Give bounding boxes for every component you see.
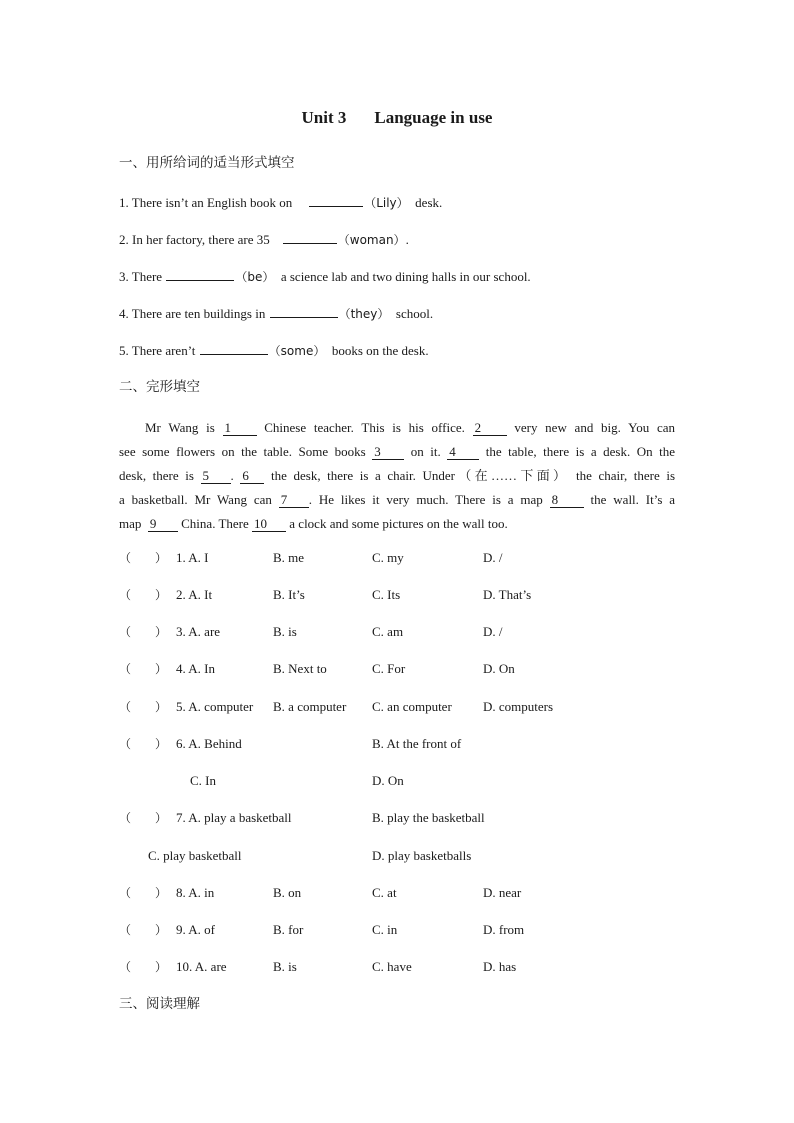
- question-row-6-cont: [0, 773, 794, 789]
- answer-paren[interactable]: （ ）: [119, 662, 168, 676]
- fill-item-1: 1. There isn’t an English book on （Lily） desk.: [119, 195, 443, 210]
- fill-item-3: 3. There （be） a science lab and two dining halls in our school.: [119, 269, 531, 284]
- section3-heading: 三、阅读理解: [119, 996, 200, 1012]
- question-row-5: （ ） 5. A. computer B. a computer C. an computer D. computers: [119, 699, 554, 714]
- question-row-3: （ ） 3. A. are B. is C. am D. /: [119, 624, 503, 639]
- option-d: D. has: [483, 959, 517, 974]
- answer-paren[interactable]: （ ）: [119, 588, 168, 602]
- option-b: B. for: [273, 922, 304, 937]
- option-d: D. from: [483, 922, 525, 937]
- passage-line-1: Mr Wang is 1 Chinese teacher. This is his office. 2 very new and big. You can: [145, 420, 676, 435]
- answer-paren[interactable]: （ ）: [119, 551, 168, 565]
- question-row-2: （ ） 2. A. It B. It’s C. Its D. That’s: [119, 587, 532, 602]
- question-row-7: （ ） 7. A. play a basketball B. play the basketball: [119, 810, 485, 825]
- option-d: D. play basketballs: [372, 848, 472, 863]
- option-d: D. computers: [483, 699, 554, 714]
- fill-item-4: 4. There are ten buildings in （they） school.: [119, 306, 434, 321]
- passage-line-4: a basketball. Mr Wang can 7 . He likes it very much. There is a map 8 the wall. It’s a: [119, 492, 676, 507]
- option-b: B. play the basketball: [372, 810, 485, 825]
- section2-heading: 二、完形填空: [119, 379, 200, 395]
- option-b: B. Next to: [273, 661, 327, 676]
- question-row-9: （ ） 9. A. of B. for C. in D. from: [119, 922, 525, 937]
- cloze-blank-1[interactable]: 1: [223, 421, 257, 436]
- cloze-blank-5[interactable]: 5: [201, 469, 231, 484]
- answer-blank-4[interactable]: [270, 304, 338, 318]
- cloze-blank-6[interactable]: 6: [240, 469, 264, 484]
- option-b: B. is: [273, 959, 297, 974]
- page-title: [0, 108, 794, 128]
- option-c: C. Its: [372, 587, 401, 602]
- option-c: C. my: [372, 550, 404, 565]
- option-c: C. an computer: [372, 699, 452, 714]
- cloze-blank-4[interactable]: 4: [447, 445, 479, 460]
- answer-paren[interactable]: （ ）: [119, 960, 168, 974]
- option-b: B. is: [273, 624, 297, 639]
- passage-line-2: see some flowers on the table. Some books 3 on it. 4 the table, there is a desk. On the: [119, 444, 676, 459]
- option-b: B. a computer: [273, 699, 347, 714]
- cloze-blank-2[interactable]: 2: [473, 421, 507, 436]
- question-row-4: （ ） 4. A. In B. Next to C. For D. On: [119, 661, 515, 676]
- passage-line-3: desk, there is 5 . 6 the desk, there is a chair. Under（在……下面） the chair, there is: [119, 468, 676, 483]
- option-b: B. At the front of: [372, 736, 462, 751]
- cloze-blank-3[interactable]: 3: [372, 445, 404, 460]
- option-c: C. In: [190, 773, 216, 788]
- option-c: C. have: [372, 959, 412, 974]
- cloze-blank-9[interactable]: 9: [148, 517, 178, 532]
- option-c: C. play basketball: [148, 848, 242, 863]
- answer-paren[interactable]: （ ）: [119, 700, 168, 714]
- cloze-passage: [119, 416, 675, 536]
- option-c: C. For: [372, 661, 406, 676]
- question-row-7-cont: [0, 848, 794, 864]
- option-d: D. /: [483, 624, 503, 639]
- question-row-1: （ ） 1. A. I B. me C. my D. /: [119, 550, 503, 565]
- answer-blank-1[interactable]: [309, 193, 363, 207]
- cloze-blank-7[interactable]: 7: [279, 493, 309, 508]
- option-d: D. That’s: [483, 587, 532, 602]
- question-row-10: （ ） 10. A. are B. is C. have D. has: [119, 959, 517, 974]
- answer-blank-5[interactable]: [200, 341, 268, 355]
- option-b: B. It’s: [273, 587, 305, 602]
- option-c: C. in: [372, 922, 398, 937]
- question-row-6: （ ） 6. A. Behind B. At the front of: [119, 736, 462, 751]
- option-b: B. me: [273, 550, 305, 565]
- option-c: C. am: [372, 624, 404, 639]
- option-d: D. /: [483, 550, 503, 565]
- answer-paren[interactable]: （ ）: [119, 886, 168, 900]
- cloze-blank-10[interactable]: 10: [252, 517, 286, 532]
- answer-blank-3[interactable]: [166, 267, 234, 281]
- option-b: B. on: [273, 885, 302, 900]
- question-row-8: （ ） 8. A. in B. on C. at D. near: [119, 885, 522, 900]
- topic-label: Language in use: [374, 108, 493, 127]
- option-d: D. near: [483, 885, 522, 900]
- answer-paren[interactable]: （ ）: [119, 923, 168, 937]
- passage-line-5: map 9 China. There 10 a clock and some pictures on the wall too.: [119, 516, 508, 531]
- answer-blank-2[interactable]: [283, 230, 337, 244]
- option-c: C. at: [372, 885, 397, 900]
- cloze-blank-8[interactable]: 8: [550, 493, 584, 508]
- fill-item-5: 5. There aren’t （some） books on the desk.: [119, 343, 429, 358]
- section1-heading: 一、用所给词的适当形式填空: [119, 155, 295, 171]
- answer-paren[interactable]: （ ）: [119, 811, 168, 825]
- option-d: D. On: [372, 773, 404, 788]
- unit-label: Unit 3: [301, 108, 347, 127]
- fill-item-2: 2. In her factory, there are 35 （woman）.: [119, 232, 409, 247]
- answer-paren[interactable]: （ ）: [119, 625, 168, 639]
- option-d: D. On: [483, 661, 515, 676]
- answer-paren[interactable]: （ ）: [119, 737, 168, 751]
